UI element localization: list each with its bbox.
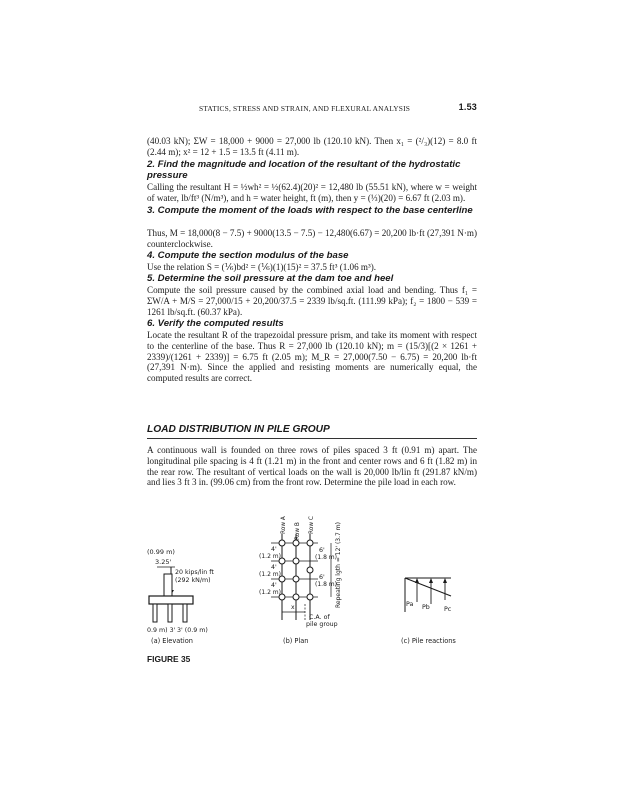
row-b-label: Row B — [295, 522, 301, 540]
x-label: x — [291, 604, 295, 611]
load-metric: (292 kN/m) — [175, 577, 211, 584]
pile-plan — [279, 540, 285, 546]
reaction-pc: Pc — [444, 606, 452, 613]
step-3-body: Thus, M = 18,000(8 − 7.5) + 9000(13.5 − 7.5) − 12,480(6.67) = 20,200 lb·ft (27,391 N·m) counterclockwise. — [147, 228, 477, 249]
rear-spacing-m: (1.8 m) — [315, 554, 337, 561]
elevation-dim-left: 0.9 m) 3' — [147, 627, 176, 634]
load-label: 20 kips/lin ft — [175, 569, 214, 576]
rear-spacing-ft: 6' — [319, 574, 325, 581]
figure-35-drawing — [147, 516, 477, 652]
spacing-ft: 4' — [271, 582, 277, 589]
spacing-m: (1.2 m) — [259, 571, 281, 578]
plan-view — [259, 516, 342, 645]
rear-spacing-ft: 6' — [319, 547, 325, 554]
step-6-heading: 6. Verify the computed results — [147, 318, 284, 329]
spacing-ft: 4' — [271, 564, 277, 571]
rear-spacing-m: (1.8 m) — [315, 581, 337, 588]
repeating-length-label: Repeating lgth = 12' (3.7 m) — [335, 522, 342, 608]
page-number: 1.53 — [458, 102, 477, 112]
page-header — [147, 102, 477, 116]
pile — [183, 604, 187, 622]
spacing-ft: 4' — [271, 546, 277, 553]
pile-plan — [307, 567, 313, 573]
elevation-dim-metric: (0.99 m) — [147, 548, 175, 556]
spacing-m: (1.2 m) — [259, 553, 281, 560]
step-5-heading: 5. Determine the soil pressure at the dam toe and heel — [147, 273, 394, 284]
section-title: LOAD DISTRIBUTION IN PILE GROUP — [147, 424, 477, 439]
step-6-body: Locate the resultant R of the trapezoidal pressure prism, and take its moment with respect to the centerline of the base. Thus R = 27,000 lb (120.10 kN); m = (15/3)[(2 × 1261 + 2339)/(1261 + 2339)] = 6.75 ft (2.05 m); M_R = 27,000(7.50 − 6.75) = 20,200 lb·ft (27,391 N·m). Since the applied and resisting moments are numerically equal, the computed results are correct. — [147, 330, 477, 384]
reaction-pb: Pb — [422, 604, 430, 611]
step-3-heading: 3. Compute the moment of the loads with respect to the base centerline — [147, 205, 473, 216]
pile-cap — [149, 596, 193, 604]
ca-label-2: pile group — [306, 621, 338, 628]
step-5-body: Compute the soil pressure caused by the combined axial load and bending. Thus f₁ = ΣW/A + M/S = 27,000/15 + 20,200/37.5 = 2339 lb/sq.ft. (111.99 kPa); f₂ = 1800 − 539 = 1261 lb/sq.ft. (60.37 kPa). — [147, 285, 477, 317]
reaction-pa: Pa — [406, 601, 414, 608]
plan-label: (b) Plan — [283, 637, 309, 645]
step-2-heading: 2. Find the magnitude and location of the resultant of the hydrostatic pressure — [147, 159, 461, 181]
wall-stem — [164, 574, 172, 596]
pile — [168, 604, 172, 622]
pile-plan — [307, 594, 313, 600]
pile-reactions-view — [401, 578, 456, 645]
pile-plan — [293, 576, 299, 582]
pile-plan — [307, 540, 313, 546]
step-4-heading: 4. Compute the section modulus of the base — [147, 250, 349, 261]
pile-plan — [293, 594, 299, 600]
step-2-body: Calling the resultant H = ½wh² = ½(62.4)(20)² = 12,480 lb (55.51 kN), where w = weight of water, lb/ft³ (N/m³), and h = water height, ft (m), then y = (⅓)(20) = 6.67 ft (2.03 m). — [147, 182, 477, 203]
elevation-dim-right: 3' (0.9 m) — [177, 627, 208, 634]
pile-plan — [293, 558, 299, 564]
elevation-view — [147, 548, 214, 645]
row-c-label: Row C — [309, 516, 315, 534]
elevation-dim-top: 3.25' — [155, 558, 172, 566]
reaction-arrow-head — [443, 578, 447, 583]
spacing-m: (1.2 m) — [259, 589, 281, 596]
running-title: STATICS, STRESS AND STRAIN, AND FLEXURAL ANALYSIS — [199, 104, 411, 113]
problem-statement: A continuous wall is founded on three rows of piles spaced 3 ft (0.91 m) apart. The longitudinal pile spacing is 4 ft (1.21 m) in the front and center rows and 6 ft (1.82 m) in the rear row. The resultant of vertical loads on the wall is 20,000 lb/lin ft (291.87 kN/m) and lies 3 ft 3 in. (99.06 cm) from the front row. Determine the pile load in each row. — [147, 445, 477, 488]
ca-label: C.A. of — [309, 614, 330, 621]
pile — [153, 604, 157, 622]
elevation-label: (a) Elevation — [151, 637, 193, 645]
pile-plan — [293, 540, 299, 546]
reaction-arrow-head — [415, 578, 419, 583]
continued-paragraph: (40.03 kN); ΣW = 18,000 + 9000 = 27,000 lb (120.10 kN). Then x₁ = (²/₃)(12) = 8.0 ft (2.44 m); x² = 12 + 1.5 = 13.5 ft (4.11 m). — [147, 136, 477, 157]
figure-caption: FIGURE 35 — [147, 654, 191, 664]
step-4-body: Use the relation S = (⅙)bd² = (⅙)(1)(15)² = 37.5 ft³ (1.06 m³). — [147, 262, 377, 272]
reaction-arrow-head — [429, 578, 433, 583]
row-a-label: Row A — [281, 516, 287, 534]
reactions-label: (c) Pile reactions — [401, 637, 456, 645]
